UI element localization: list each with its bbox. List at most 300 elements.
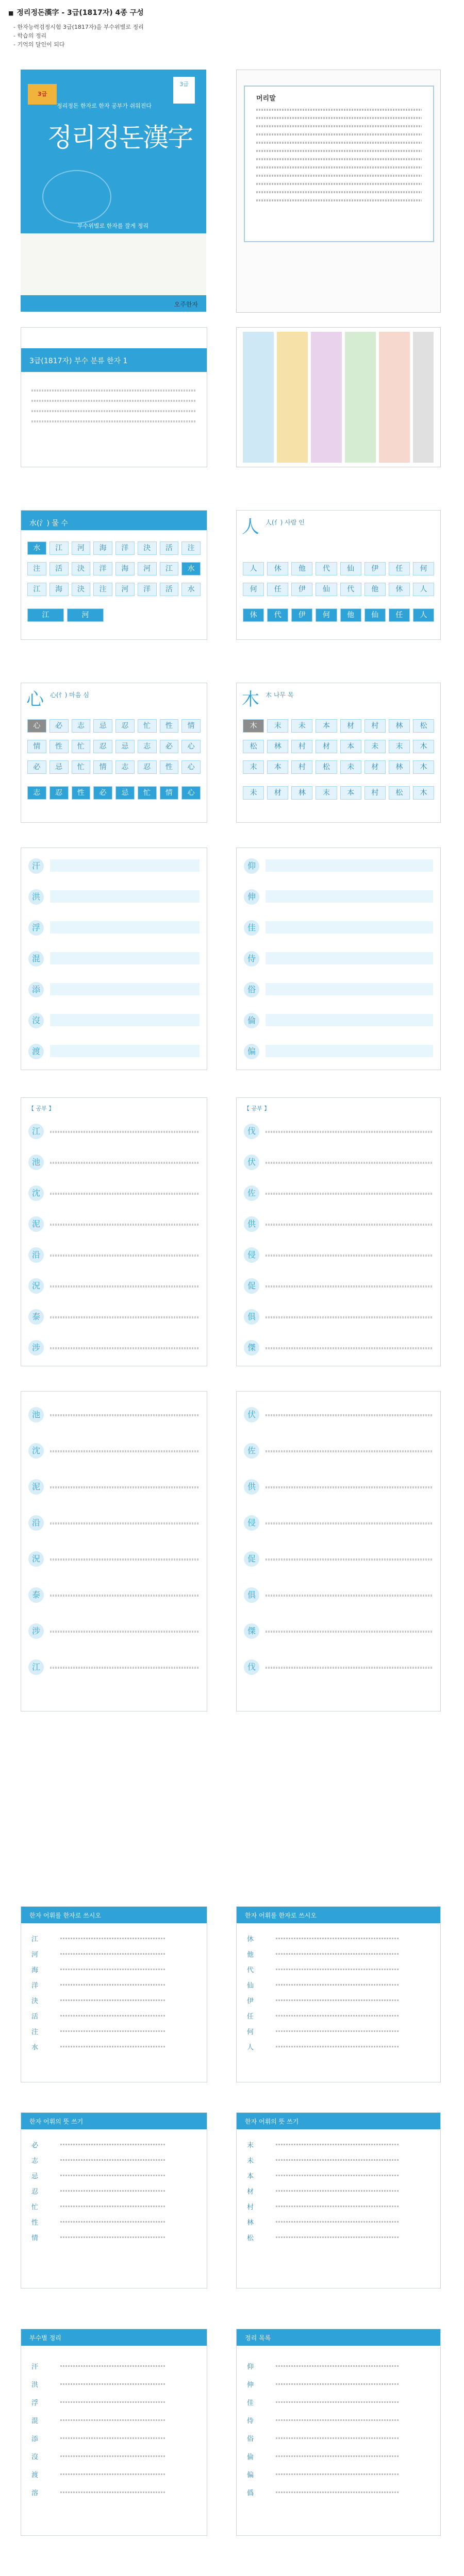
word-char: 何 [247, 2028, 254, 2036]
word-char: 人 [247, 2044, 254, 2052]
char-cell: 注 [93, 583, 112, 596]
sample-page-1 [21, 327, 207, 467]
word-title-bar [237, 2329, 440, 2346]
word-row [247, 2041, 430, 2052]
char-cell: 本 [267, 760, 288, 774]
answer-line [276, 2175, 399, 2176]
answer-line [60, 2419, 165, 2421]
char-row [243, 562, 434, 575]
char-cell: 心 [181, 740, 201, 753]
char-row [27, 608, 104, 622]
practice-entry [50, 1045, 200, 1057]
practice-entry [50, 983, 200, 995]
seal-char: 沈 [28, 1443, 44, 1459]
word-row [31, 2154, 196, 2165]
char-cell: 休 [389, 583, 410, 596]
char-cell: 任 [389, 608, 410, 622]
word-row [31, 2414, 196, 2426]
radical-title-bar [21, 511, 207, 530]
practice-entry [50, 859, 200, 872]
char-cell: 心 [181, 760, 201, 774]
seal-char: 泥 [28, 1216, 44, 1232]
char-cell: 忙 [138, 719, 157, 733]
word-char: 志 [31, 2157, 39, 2165]
char-cell: 木 [413, 740, 434, 753]
char-cell: 松 [413, 719, 434, 733]
char-cell: 任 [267, 583, 288, 596]
word-title: 한자 어휘를 한자로 쓰시오 [245, 1912, 317, 1919]
word-row [31, 2170, 196, 2181]
practice-entry [266, 859, 433, 872]
text-line [266, 1316, 433, 1318]
char-cell: 情 [160, 786, 179, 800]
word-char: 決 [31, 1997, 39, 2005]
bullet-line-2: - 학습의 정리 [13, 32, 47, 39]
radical-title: 人(亻) 사람 인 [266, 519, 305, 526]
text-line [256, 199, 422, 201]
answer-line [60, 2221, 165, 2223]
cover-lower-band [21, 233, 206, 295]
answer-line [60, 2383, 165, 2385]
text-line [266, 1631, 433, 1633]
answer-line [60, 2437, 165, 2439]
word-row [247, 2154, 430, 2165]
text-line [266, 1193, 433, 1195]
text-line [31, 389, 196, 392]
answer-line [60, 2365, 165, 2367]
char-cell: 未 [291, 719, 312, 733]
word-char: 僞 [247, 2489, 254, 2497]
bullet-icon: ■ [8, 10, 14, 16]
char-cell: 未 [340, 760, 361, 774]
text-line [266, 1162, 433, 1164]
answer-line [276, 2221, 399, 2223]
word-char: 忙 [31, 2204, 39, 2211]
word-row [31, 2360, 196, 2371]
table-column [413, 332, 434, 463]
intro-page [236, 70, 441, 313]
char-cell: 決 [138, 541, 157, 555]
word-char: 侍 [247, 2417, 254, 2425]
seal-char: 伐 [244, 1124, 259, 1139]
seal-char: 侵 [244, 1247, 259, 1263]
char-cell: 活 [160, 583, 179, 596]
answer-line [276, 2437, 399, 2439]
char-cell: 末 [243, 760, 264, 774]
word-char: 伊 [247, 1997, 254, 2005]
char-cell: 何 [316, 608, 337, 622]
text-line [50, 1631, 200, 1633]
word-row [31, 2200, 196, 2212]
seal-page-right [236, 1391, 441, 1711]
practice-entry [50, 890, 200, 903]
word-title-bar [21, 2113, 207, 2129]
seal-char: 伐 [244, 1659, 259, 1675]
char-cell: 心 [181, 786, 201, 800]
char-cell: 材 [267, 786, 288, 800]
word-row [31, 1979, 196, 1990]
practice-entry [50, 921, 200, 934]
char-cell: 志 [115, 760, 135, 774]
seal-char: 促 [244, 1551, 259, 1567]
text-line [50, 1131, 200, 1133]
word-char: 林 [247, 2219, 254, 2227]
answer-line [60, 2455, 165, 2457]
word-row [247, 2450, 430, 2462]
answer-line [276, 2455, 399, 2457]
practice-char: 混 [28, 951, 44, 967]
char-cell: 忙 [138, 786, 157, 800]
char-cell: 村 [364, 719, 386, 733]
practice-page-right [236, 848, 441, 1070]
char-cell: 河 [72, 541, 91, 555]
char-cell: 江 [49, 541, 69, 555]
word-row [247, 2396, 430, 2408]
text-line [50, 1193, 200, 1195]
seal-char: 泰 [28, 1587, 44, 1603]
word-char: 活 [31, 2013, 39, 2021]
char-cell: 材 [340, 719, 361, 733]
word-char: 溶 [31, 2489, 39, 2497]
char-cell: 休 [243, 608, 264, 622]
word-row [31, 2468, 196, 2480]
word-row [247, 2170, 430, 2181]
char-cell: 忍 [115, 719, 135, 733]
page-header [8, 7, 452, 49]
text-line [256, 183, 422, 185]
text-line [50, 1486, 200, 1488]
word-char: 必 [31, 2142, 39, 2149]
table-column [345, 332, 376, 463]
char-cell: 材 [316, 740, 337, 753]
char-cell: 忌 [115, 740, 135, 753]
text-line [266, 1486, 433, 1488]
bullet-text: 한자능력검정시험 3급(1817자)을 부수위별로 정리 [17, 24, 144, 30]
answer-line [276, 1938, 399, 1939]
word-char: 洋 [31, 1982, 39, 1990]
char-cell: 海 [115, 562, 135, 575]
text-line [266, 1285, 433, 1287]
word-char: 代 [247, 1967, 254, 1974]
word-char: 浮 [31, 2399, 39, 2407]
word-page-1 [21, 1906, 207, 2082]
char-cell: 何 [243, 583, 264, 596]
word-row [247, 2360, 430, 2371]
answer-line [276, 2206, 399, 2207]
text-line [256, 150, 422, 152]
char-cell: 性 [72, 786, 91, 800]
word-row [31, 1994, 196, 2006]
water-radical-page [21, 510, 207, 640]
table-column [277, 332, 308, 463]
practice-entry [50, 952, 200, 964]
practice-entry [266, 890, 433, 903]
seal-char: 伏 [244, 1155, 259, 1170]
word-char: 混 [31, 2417, 39, 2425]
char-cell: 末 [389, 740, 410, 753]
practice-char: 偏 [244, 1044, 259, 1059]
text-line [266, 1414, 433, 1416]
word-row [247, 1994, 430, 2006]
answer-line [276, 2419, 399, 2421]
char-cell: 性 [160, 760, 179, 774]
text-line [31, 410, 196, 412]
text-line [256, 117, 422, 119]
table-column [243, 332, 274, 463]
word-row [31, 2025, 196, 2037]
text-line [256, 158, 422, 160]
word-char: 任 [247, 2013, 254, 2021]
text-line [50, 1667, 200, 1669]
char-cell: 人 [243, 562, 264, 575]
word-row [247, 2432, 430, 2444]
word-char: 材 [247, 2188, 254, 2196]
table-column [311, 332, 342, 463]
seal-char: 佐 [244, 1185, 259, 1201]
char-cell: 志 [27, 786, 46, 800]
person-radical-page [236, 510, 441, 640]
answer-line [60, 1953, 165, 1955]
cover-subtitle: 부수위별로 한자를 잘게 정리 [77, 223, 149, 229]
word-char: 水 [31, 2044, 39, 2052]
text-line [266, 1255, 433, 1257]
word-row [247, 2468, 430, 2480]
word-char: 忌 [31, 2173, 39, 2180]
char-cell: 他 [364, 583, 386, 596]
bullet-line-1: - 한자능력검정시험 3급(1817자)을 부수위별로 정리 [13, 24, 144, 30]
word-char: 休 [247, 1936, 254, 1943]
char-cell: 海 [49, 583, 69, 596]
char-cell: 本 [340, 786, 361, 800]
word-row [247, 2414, 430, 2426]
seal-char: 況 [28, 1551, 44, 1567]
char-cell: 林 [389, 719, 410, 733]
answer-line [60, 2046, 165, 2047]
char-cell: 志 [138, 740, 157, 753]
char-cell: 人 [413, 608, 434, 622]
word-char: 偏 [247, 2471, 254, 2479]
seal-char: 伏 [244, 1407, 259, 1422]
practice-entry [50, 1014, 200, 1026]
word-char: 性 [31, 2219, 39, 2227]
word-title-bar [237, 1907, 440, 1923]
answer-line [60, 2159, 165, 2161]
char-row [27, 786, 201, 800]
char-cell: 必 [49, 719, 69, 733]
char-cell: 江 [160, 562, 179, 575]
intro-title: 머리말 [256, 95, 276, 103]
word-char: 渡 [31, 2471, 39, 2479]
radical-title: 心(忄) 마음 심 [50, 691, 89, 699]
word-row [247, 2200, 430, 2212]
char-cell: 林 [267, 740, 288, 753]
text-line [50, 1522, 200, 1524]
char-cell: 海 [93, 541, 112, 555]
cover-tagline: 정리정돈 한자로 한자 공부가 쉬워진다 [57, 103, 152, 109]
char-cell: 活 [49, 562, 69, 575]
seal-char: 供 [244, 1216, 259, 1232]
word-char: 添 [31, 2435, 39, 2443]
seal-char: 傑 [244, 1340, 259, 1355]
word-char: 佳 [247, 2399, 254, 2407]
word-title: 부수별 정리 [29, 2334, 61, 2342]
publisher-label: 오주한자 [174, 301, 198, 308]
word-char: 伸 [247, 2381, 254, 2389]
text-line [266, 1595, 433, 1597]
char-cell: 忌 [49, 760, 69, 774]
text-line [266, 1224, 433, 1226]
answer-line [276, 2144, 399, 2145]
answer-line [60, 2492, 165, 2493]
section-title: 【 공부 】 [244, 1105, 270, 1112]
char-cell: 水 [27, 541, 46, 555]
product-title-text: 정리정돈漢字 - 3급(1817자) 4종 구성 [16, 9, 144, 17]
answer-line [276, 2473, 399, 2475]
word-row [247, 1948, 430, 1959]
word-title: 한자 어휘의 뜻 쓰기 [245, 2118, 299, 2125]
char-cell: 活 [160, 541, 179, 555]
answer-line [60, 1969, 165, 1970]
text-line [50, 1316, 200, 1318]
char-cell: 性 [49, 740, 69, 753]
answer-line [60, 2190, 165, 2192]
practice-char: 洪 [28, 889, 44, 905]
char-cell: 忌 [115, 786, 135, 800]
index-table-page [236, 327, 441, 467]
char-cell: 伊 [291, 608, 312, 622]
text-line [256, 191, 422, 193]
answer-line [276, 2190, 399, 2192]
intro-box [244, 86, 434, 242]
answer-line [60, 2015, 165, 2016]
char-cell: 洋 [93, 562, 112, 575]
char-cell: 伊 [364, 562, 386, 575]
char-row [243, 760, 434, 774]
char-cell: 未 [364, 740, 386, 753]
char-cell: 決 [72, 562, 91, 575]
word-row [31, 2432, 196, 2444]
char-cell: 末 [316, 786, 337, 800]
word-char: 俗 [247, 2435, 254, 2443]
text-line [50, 1414, 200, 1416]
word-row [247, 2216, 430, 2227]
char-cell: 心 [27, 719, 46, 733]
char-cell: 村 [291, 760, 312, 774]
word-char: 仙 [247, 1982, 254, 1990]
text-line [266, 1347, 433, 1349]
word-char: 海 [31, 1967, 39, 1974]
word-title: 한자 어휘의 뜻 쓰기 [29, 2118, 84, 2125]
bullet-text: 학습의 정리 [17, 32, 47, 39]
practice-char: 伸 [244, 889, 259, 905]
char-cell: 林 [389, 760, 410, 774]
char-row [243, 786, 434, 800]
char-cell: 水 [181, 583, 201, 596]
text-line [266, 1667, 433, 1669]
answer-line [60, 2473, 165, 2475]
answer-line [60, 1984, 165, 1986]
char-cell: 情 [27, 740, 46, 753]
char-cell: 忌 [93, 719, 112, 733]
text-line [256, 125, 422, 127]
seal-char: 俱 [244, 1587, 259, 1603]
word-char: 末 [247, 2142, 254, 2149]
word-char: 村 [247, 2204, 254, 2211]
bullet-text: 기억의 달인이 되다 [17, 41, 65, 48]
word-char: 他 [247, 1951, 254, 1959]
answer-line [60, 1999, 165, 2001]
radical-big-char: 人 [242, 517, 259, 537]
practice-entry [266, 1045, 433, 1057]
text-line [50, 1224, 200, 1226]
word-char: 本 [247, 2173, 254, 2180]
answer-line [60, 2144, 165, 2145]
char-cell: 任 [389, 562, 410, 575]
text-line [50, 1162, 200, 1164]
char-cell: 村 [364, 786, 386, 800]
char-row [243, 719, 434, 733]
char-row [27, 562, 201, 575]
char-row [243, 608, 434, 622]
seal-char: 侵 [244, 1515, 259, 1531]
char-cell: 情 [181, 719, 201, 733]
grade-badge [173, 77, 195, 104]
char-cell: 必 [160, 740, 179, 753]
practice-char: 渡 [28, 1044, 44, 1059]
word-title: 정리 목록 [245, 2334, 271, 2342]
char-row [27, 760, 201, 774]
answer-line [276, 2030, 399, 2032]
seal-char: 池 [28, 1407, 44, 1422]
table-column [379, 332, 410, 463]
char-cell: 江 [27, 608, 64, 622]
char-cell: 必 [27, 760, 46, 774]
practice-entry [266, 1014, 433, 1026]
answer-line [276, 1984, 399, 1986]
practice-char: 侍 [244, 951, 259, 967]
text-line [50, 1255, 200, 1257]
word-row [31, 1963, 196, 1975]
char-row [27, 719, 201, 733]
section-title: 【 공부 】 [28, 1105, 55, 1112]
section-page-left [21, 1097, 207, 1366]
seal-char: 促 [244, 1278, 259, 1294]
product-title [8, 7, 452, 18]
practice-char: 沒 [28, 1013, 44, 1028]
answer-line [276, 2492, 399, 2493]
char-cell: 志 [72, 719, 91, 733]
seal-char: 江 [28, 1659, 44, 1675]
text-line [256, 142, 422, 144]
char-cell: 決 [72, 583, 91, 596]
text-line [50, 1450, 200, 1452]
answer-line [60, 2206, 165, 2207]
char-cell: 忙 [72, 760, 91, 774]
answer-line [276, 2046, 399, 2047]
word-char: 江 [31, 1936, 39, 1943]
word-title-bar [21, 1907, 207, 1923]
word-row [31, 2185, 196, 2196]
char-cell: 河 [138, 562, 157, 575]
word-row [247, 2010, 430, 2021]
word-char: 情 [31, 2234, 39, 2242]
seal-char: 涉 [28, 1340, 44, 1355]
word-page-2 [236, 1906, 441, 2082]
practice-char: 浮 [28, 920, 44, 936]
answer-line [276, 1999, 399, 2001]
char-cell: 林 [291, 786, 312, 800]
char-cell: 水 [181, 562, 201, 575]
